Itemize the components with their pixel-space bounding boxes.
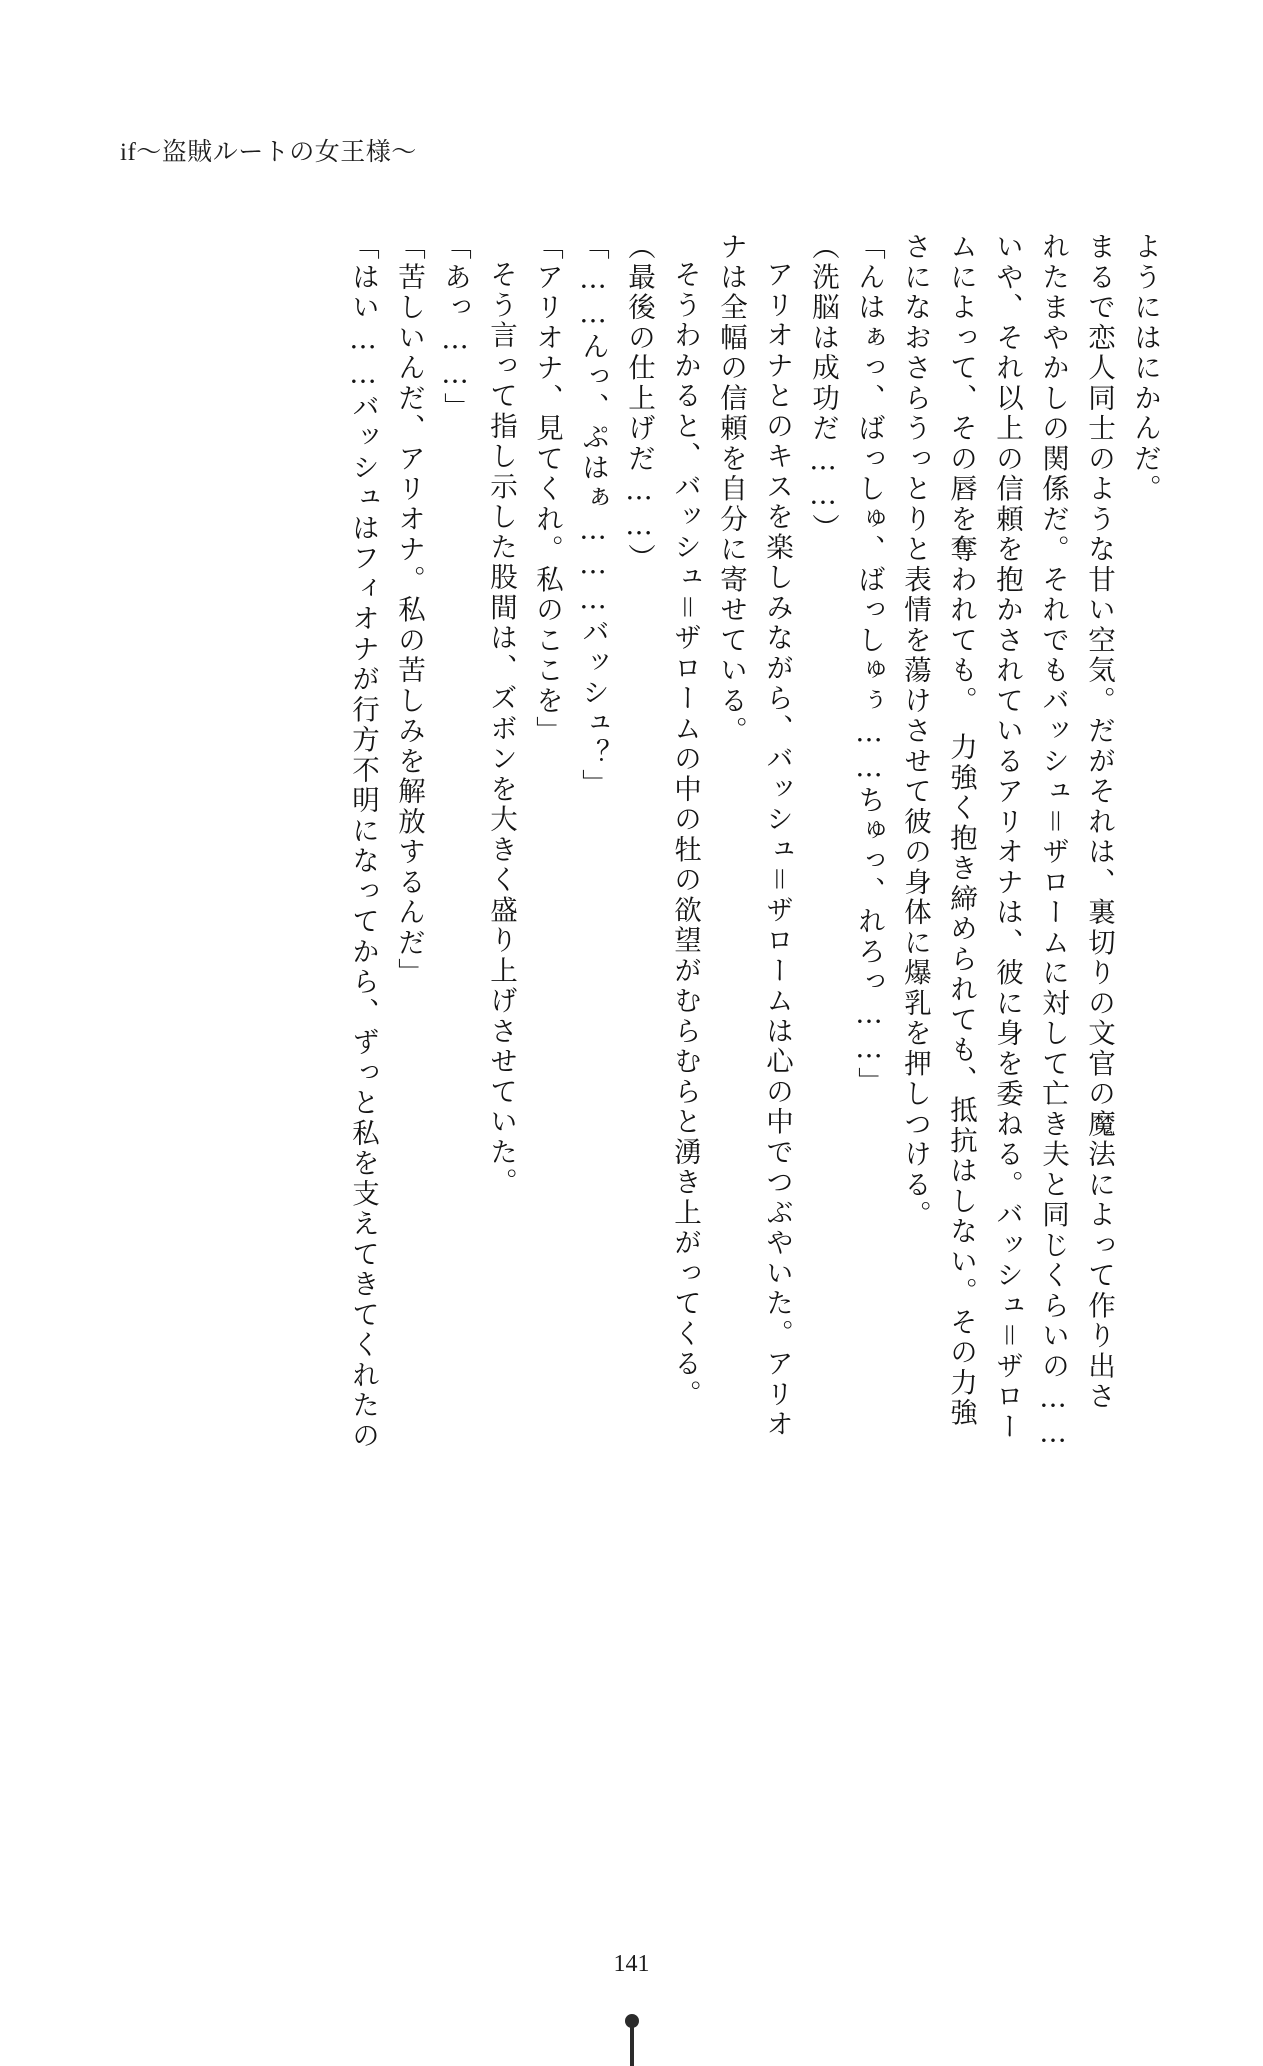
vertical-text-body <box>112 232 1161 1612</box>
text-line: 「アリオナ、見てくれ。私のここを」 <box>531 232 563 747</box>
text-line: 「……んっ、ぷはぁ………バッシュ？」 <box>577 232 609 799</box>
text-line: ムによって、その唇を奪われても。 力強く抱き締められても、抵抗はしない。その力強 <box>945 232 977 1429</box>
text-line: ナは全幅の信頼を自分に寄せている。 <box>715 232 747 747</box>
page-number: 141 <box>613 1951 650 1977</box>
text-line: そう言って指し示した股間は、ズボンを大きく盛り上げさせていた。 <box>485 260 517 1198</box>
text-line: まるで恋人同士のような甘い空気。だがそれは、裏切りの文官の魔法によって作り出さ <box>1083 232 1115 1412</box>
text-line: いや、それ以上の信頼を抱かされているアリオナは、彼に身を委ねる。バッシュ＝ザロー <box>991 232 1023 1442</box>
text-line: 「あっ……」 <box>439 232 471 423</box>
running-header: if〜盗賊ルートの女王様〜 <box>120 139 417 166</box>
text-line: さになおさらうっとりと表情を蕩けさせて彼の身体に爆乳を押しつける。 <box>899 232 931 1231</box>
spine-line-mark <box>630 2024 634 2066</box>
text-line: そうわかると、バッシュ＝ザロームの中の牡の欲望がむらむらと湧き上がってくる。 <box>669 260 701 1410</box>
text-line: ようにはにかんだ。 <box>1129 232 1161 505</box>
text-line: 「んはぁっ、ばっしゅ、ばっしゅぅ……ちゅっ、れろっ……」 <box>853 232 885 1097</box>
text-line: （最後の仕上げだ……） <box>623 232 655 574</box>
text-line: 「苦しいんだ、アリオナ。私の苦しみを解放するんだ」 <box>393 232 425 989</box>
text-line: アリオナとのキスを楽しみながら、バッシュ＝ザロームは心の中でつぶやいた。アリオ <box>761 260 793 1440</box>
text-line: 「はい……バッシュはフィオナが行方不明になってから、ずっと私を支えてきてくれたの <box>347 232 379 1451</box>
text-line: れたまやかしの関係だ。それでもバッシュ＝ザロームに対して亡き夫と同じくらいの…… <box>1037 232 1069 1451</box>
text-line: （洗脳は成功だ……） <box>807 232 839 544</box>
